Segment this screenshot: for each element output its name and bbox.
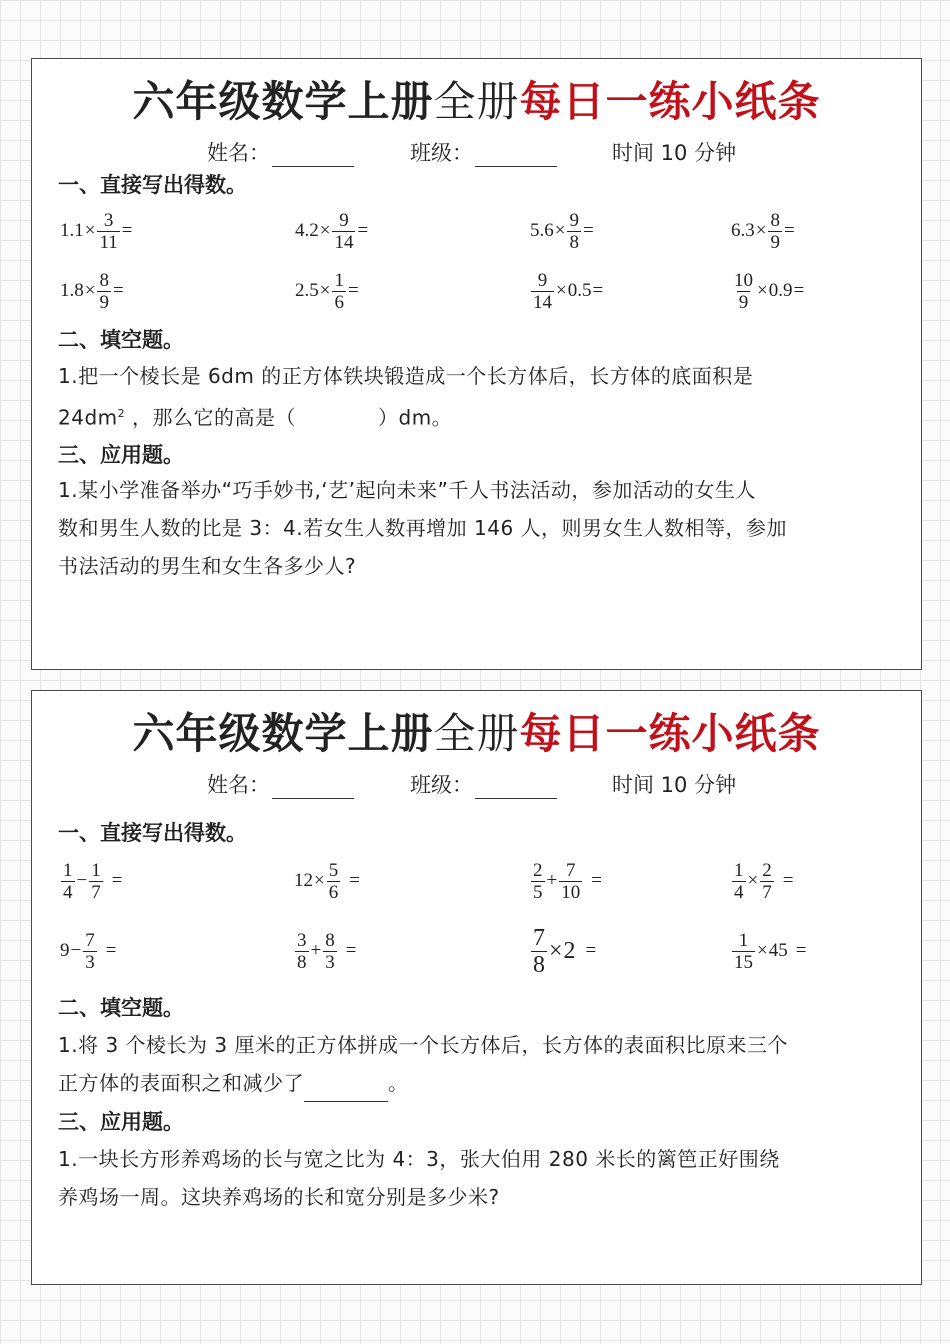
calc-expression (60, 263, 125, 319)
operand: 12 (294, 870, 313, 891)
calc-expression (731, 203, 796, 259)
operator: × (554, 220, 566, 241)
fraction (732, 860, 746, 903)
fraction (531, 860, 545, 903)
question-line: 书法活动的男生和女生各多少人? (58, 554, 357, 578)
fraction (531, 270, 554, 313)
denominator: 7 (91, 881, 101, 903)
worksheet-meta (32, 137, 921, 165)
calc-expression (731, 263, 805, 319)
denominator: 8 (569, 231, 579, 253)
equals-sign: = (349, 870, 360, 891)
fraction (327, 860, 341, 903)
denominator: 15 (734, 951, 753, 973)
denominator: 8 (297, 951, 307, 973)
denominator: 3 (325, 951, 335, 973)
numerator: 3 (297, 929, 307, 951)
equals-sign: = (782, 870, 794, 891)
operator: × (747, 870, 759, 891)
calc-expression (60, 853, 123, 909)
question-line: 养鸡场一周。这块养鸡场的长和宽分别是多少米? (58, 1185, 500, 1209)
equals-sign: = (592, 280, 604, 301)
title-part-1: 六年级数学上册 (132, 709, 434, 758)
name-field[interactable] (207, 769, 354, 799)
denominator: 6 (334, 291, 344, 313)
answer-blank[interactable] (304, 1081, 388, 1102)
worksheet-title (32, 69, 921, 129)
denominator: 14 (533, 291, 552, 313)
equals-sign: = (585, 940, 597, 961)
class-label: 班级： (410, 141, 473, 165)
operator: × (757, 280, 768, 301)
section-heading-word: 三、应用题。 (58, 1110, 184, 1134)
numerator: 9 (569, 209, 579, 231)
fraction (323, 930, 337, 973)
fraction (97, 210, 119, 253)
section-heading-calc: 一、直接写出得数。 (58, 173, 247, 197)
question-line: 1.某小学准备举办“巧手妙书,‘艺’起向未来”千人书法活动，参加活动的女生人 (58, 478, 756, 502)
operand: 6.3 (731, 220, 755, 241)
section-heading-word: 三、应用题。 (58, 443, 184, 467)
superscript: 2 (117, 407, 126, 420)
operand: 1.8 (60, 280, 84, 301)
denominator: 4 (734, 881, 744, 903)
operand: 1.1 (60, 220, 84, 241)
fraction (768, 210, 782, 253)
fraction (97, 270, 111, 313)
class-blank[interactable] (475, 146, 557, 167)
operand: 2 (563, 937, 576, 964)
operator: × (556, 280, 567, 301)
equals-sign: = (357, 220, 369, 241)
calc-expression (530, 923, 597, 979)
operand: 5.6 (530, 220, 554, 241)
numerator: 1 (91, 859, 101, 881)
operand: 9 (60, 940, 70, 961)
name-blank[interactable] (272, 778, 354, 799)
equals-sign: = (582, 220, 594, 241)
equals-sign: = (591, 870, 602, 891)
word-problem (58, 471, 898, 585)
numerator: 7 (85, 929, 95, 951)
calc-expression (530, 853, 603, 909)
worksheet-meta (32, 769, 921, 797)
question-text: ，那么它的高是（ ）dm。 (125, 405, 453, 430)
fraction (89, 860, 103, 903)
denominator: 3 (85, 951, 95, 973)
operator: × (84, 280, 96, 301)
operator: × (314, 870, 325, 891)
title-part-2: 全册 (433, 77, 520, 126)
fraction (559, 860, 582, 903)
operator: + (546, 870, 558, 891)
equals-sign: = (345, 940, 357, 961)
operator: × (757, 940, 768, 961)
calc-expression (60, 923, 117, 979)
time-label: 时间 10 分钟 (612, 141, 737, 165)
operator: × (319, 280, 331, 301)
worksheet-title (32, 701, 921, 761)
equals-sign: = (783, 220, 795, 241)
class-field[interactable] (410, 137, 557, 167)
denominator: 10 (561, 881, 581, 903)
fraction (83, 930, 97, 973)
section-heading-fill: 二、填空题。 (58, 996, 184, 1020)
numerator: 7 (533, 924, 545, 951)
denominator: 4 (63, 881, 73, 903)
numerator: 9 (537, 269, 548, 291)
denominator: 11 (99, 231, 118, 253)
name-label: 姓名： (207, 141, 270, 165)
name-label: 姓名： (207, 773, 270, 797)
denominator: 6 (328, 881, 339, 903)
operand: 0.5 (567, 280, 592, 301)
worksheet-card-2 (31, 690, 922, 1285)
class-field[interactable] (410, 769, 557, 799)
question-line (58, 1064, 898, 1102)
calc-expression (295, 203, 369, 259)
operand: 4.2 (295, 220, 319, 241)
numerator: 3 (103, 209, 114, 231)
fraction (332, 270, 346, 313)
operator: × (755, 220, 767, 241)
operand: 0.9 (768, 280, 793, 301)
calc-expression (731, 853, 794, 909)
name-field[interactable] (207, 137, 354, 167)
equals-sign: = (793, 280, 805, 301)
numerator: 10 (734, 269, 753, 291)
calc-expression (530, 203, 595, 259)
equals-sign: = (121, 220, 133, 241)
numerator: 2 (762, 859, 772, 881)
denominator: 9 (738, 291, 749, 313)
calc-expression (530, 263, 604, 319)
denominator: 9 (99, 291, 109, 313)
time-label: 时间 10 分钟 (612, 773, 737, 797)
operator: + (310, 940, 322, 961)
fraction (531, 925, 547, 978)
numerator: 7 (565, 859, 576, 881)
fill-question (58, 1026, 898, 1102)
fraction (567, 210, 581, 253)
fraction (732, 930, 755, 973)
question-line: 1.一块长方形养鸡场的长与宽之比为 4：3，张大伯用 280 米长的篱笆正好围绕 (58, 1147, 780, 1171)
denominator: 7 (762, 881, 772, 903)
calc-expression (731, 923, 807, 979)
numerator: 1 (334, 269, 344, 291)
numerator: 2 (533, 859, 543, 881)
fill-question (58, 357, 898, 437)
class-blank[interactable] (475, 778, 557, 799)
question-line: 1.把一个棱长是 6dm 的正方体铁块锻造成一个长方体后，长方体的底面积是 (58, 364, 754, 388)
numerator: 8 (99, 269, 109, 291)
fraction (61, 860, 75, 903)
question-text: 正方体的表面积之和减少了 (58, 1071, 304, 1095)
operand: 2.5 (295, 280, 319, 301)
title-part-3: 每日一练小纸条 (519, 77, 821, 126)
numerator: 9 (339, 209, 349, 231)
denominator: 5 (533, 881, 543, 903)
operator: − (70, 940, 82, 961)
calc-expression (60, 203, 133, 259)
fraction (295, 930, 309, 973)
section-heading-fill: 二、填空题。 (58, 328, 184, 352)
section-heading-calc: 一、直接写出得数。 (58, 821, 247, 845)
title-part-3: 每日一练小纸条 (519, 709, 821, 758)
fraction (332, 210, 355, 253)
calc-expression (295, 263, 360, 319)
operator: × (549, 937, 563, 964)
equals-sign: = (112, 280, 124, 301)
denominator: 9 (770, 231, 780, 253)
word-problem (58, 1140, 898, 1216)
question-text: 。 (388, 1071, 409, 1095)
title-part-1: 六年级数学上册 (132, 77, 434, 126)
calc-expression (294, 853, 361, 909)
numerator: 5 (328, 859, 339, 881)
numerator: 1 (738, 929, 749, 951)
equals-sign: = (105, 940, 117, 961)
equals-sign: = (111, 870, 123, 891)
fraction (760, 860, 774, 903)
question-line (58, 395, 898, 437)
calc-expression (294, 923, 357, 979)
numerator: 1 (63, 859, 73, 881)
equals-sign: = (347, 280, 359, 301)
question-text: 24dm (58, 405, 118, 430)
question-line: 数和男生人数的比是 3：4.若女生人数再增加 146 人，则男女生人数相等，参加 (58, 516, 788, 540)
class-label: 班级： (410, 773, 473, 797)
operator: × (84, 220, 96, 241)
name-blank[interactable] (272, 146, 354, 167)
denominator: 14 (334, 231, 354, 253)
worksheet-card-1 (31, 58, 922, 670)
title-part-2: 全册 (433, 709, 520, 758)
operator: × (319, 220, 331, 241)
denominator: 8 (533, 951, 545, 978)
question-line: 1.将 3 个棱长为 3 厘米的正方体拼成一个长方体后，长方体的表面积比原来三个 (58, 1033, 788, 1057)
equals-sign: = (795, 940, 807, 961)
operator: − (76, 870, 88, 891)
numerator: 8 (770, 209, 780, 231)
fraction (732, 270, 755, 313)
numerator: 8 (325, 929, 335, 951)
numerator: 1 (734, 859, 744, 881)
operand: 45 (768, 940, 788, 961)
